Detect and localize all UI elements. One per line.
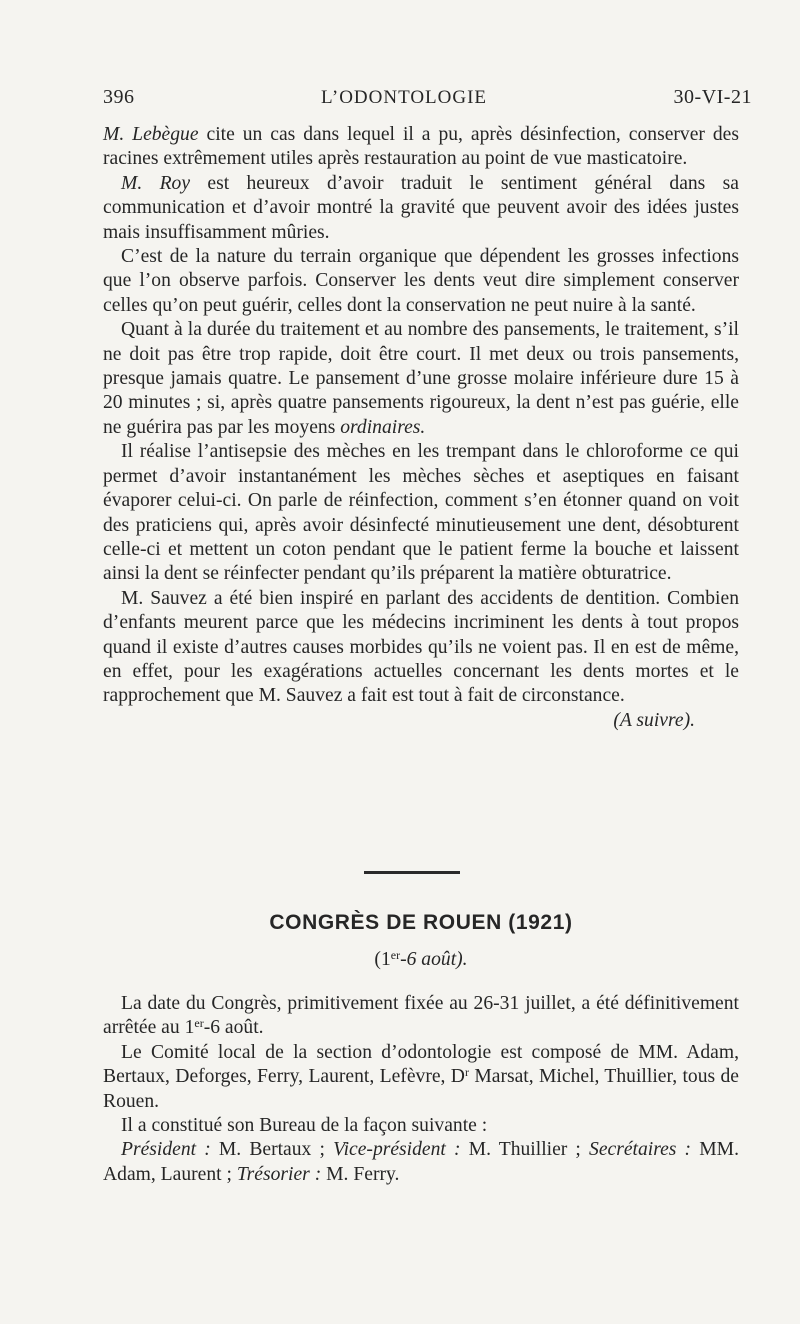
congress-paragraph-bureau-intro: Il a constitué son Bureau de la façon suivante :: [121, 1115, 488, 1137]
section-title: CONGRÈS DE ROUEN (1921): [269, 911, 573, 934]
section-dates: (1er-6 août).: [374, 948, 468, 970]
congress-paragraph-committee: Le Comité local de la section d’odontologie est composé de MM. Adam, Bertaux, Deforges, Ferry, Laurent, Lefèvre, $D^r$ Marsat, Michel, Thuillier, tous de Rouen.: [103, 1041, 739, 1112]
bureau-names: MM. Adam, Laurent ;: [103, 1139, 739, 1185]
bureau-names: M. Thuillier ;: [460, 1139, 590, 1161]
section-divider: [364, 871, 460, 874]
bureau-names: M. Bertaux ;: [210, 1139, 334, 1161]
bureau-role: Secrétaires :: [589, 1139, 692, 1161]
bureau-role: Trésorier :: [236, 1163, 322, 1185]
running-header: [103, 86, 752, 114]
paragraph: M. Sauvez a été bien inspiré en parlant des accidents de dentition. Combien d’enfants meurent parce que les médecins incriminent les dents à tout propos quand il existe d’autres causes morbides qu’ils ne voient pas. Il en est de même, en effet, pour les exagérations actuelles concernant les dents mortes et le rapprochement que M. Sauvez a fait est tout à fait de circonstance.: [103, 587, 739, 707]
congress-paragraph-date: La date du Congrès, primitivement fixée au 26-31 juillet, a été définitivement arrêtée au 1er-6 août.: [103, 993, 739, 1039]
page-number: 396: [103, 86, 135, 108]
to-be-continued: (A suivre).: [613, 709, 695, 731]
bureau-role: Vice-président :: [333, 1139, 461, 1161]
paragraph: Quant à la durée du traitement et au nombre des pansements, le traitement, s’il ne doit pas être trop rapide, doit être court. Il met deux ou trois pansements, presque jamais quatre. Le pansement d’une grosse molaire inférieure dure 15 à 20 minutes ; si, après quatre pansements rigoureux, la dent n’est pas guérie, elle ne guérira pas par les moyens ordinaires.: [103, 319, 739, 438]
paragraph: Il réalise l’antisepsie des mèches en les trempant dans le chloroforme ce qui permet d’avoir instantanément les mèches sèches et aseptiques en faisant évaporer celui-ci. On parle de réinfection, comment s’en étonner quand on voit des praticiens qui, après avoir désinfecté minutieusement une dent, désobturent celle-ci et mettent un coton pendant que le patient ferme la bouche et laissent ainsi la dent se réinfecter pendant qu’ils préparent la matière obturatrice.: [103, 441, 739, 585]
paragraph: M. Lebègue cite un cas dans lequel il a pu, après désinfection, conserver des racines extrêmement utiles après restauration au point de vue masticatoire.: [103, 124, 740, 170]
congress-section: [103, 906, 739, 1187]
discussion-text: [103, 123, 739, 733]
congress-bureau-list: [103, 1138, 739, 1187]
paragraph: C’est de la nature du terrain organique que dépendent les grosses infections que l’on observe parfois. Conserver les dents veut dire simplement conserver celles qu’on peut guérir, celles dont la conservation ne peut nuire à la santé.: [103, 246, 739, 316]
journal-title: L’ODONTOLOGIE: [321, 87, 488, 108]
paragraph: M. Roy est heureux d’avoir traduit le sentiment général dans sa communication et d’avoir montré la gravité que peuvent avoir des idées justes mais insuffisamment mûries.: [103, 172, 739, 243]
issue-date: 30-VI-21: [673, 86, 752, 108]
bureau-role: Président :: [121, 1139, 211, 1161]
bureau-names: M. Ferry.: [321, 1163, 400, 1185]
